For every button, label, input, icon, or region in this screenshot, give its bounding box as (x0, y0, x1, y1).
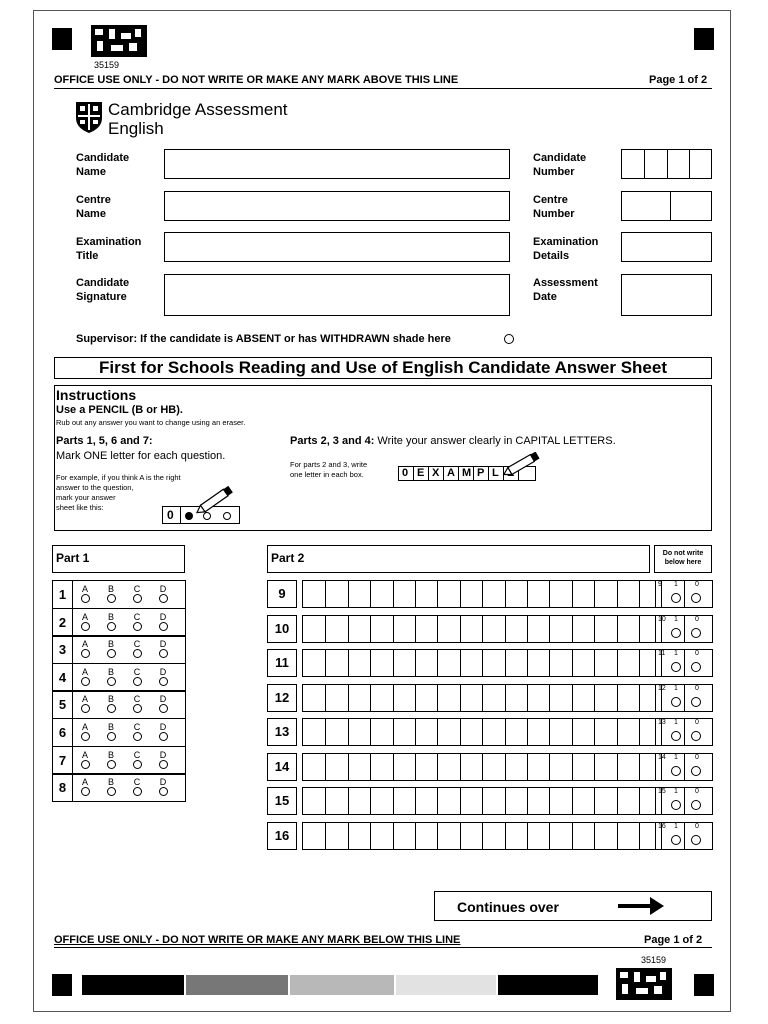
letter-box-divider (527, 754, 528, 780)
timing-bar (82, 975, 608, 995)
letter-box-divider (594, 581, 595, 607)
letter-box-divider (549, 581, 550, 607)
instructions-pencil: Use a PENCIL (B or HB). (56, 404, 183, 416)
examination-title-field[interactable] (164, 232, 510, 262)
letter-box-divider (617, 754, 618, 780)
letter-box-divider (482, 581, 483, 607)
continues-over-box (434, 891, 712, 921)
answer-bubble-d[interactable]: D (157, 640, 169, 658)
part2-question-number: 9 (267, 580, 297, 608)
letter-box-divider (505, 650, 506, 676)
part2-marking-box (655, 684, 713, 712)
assessment-date-field[interactable] (621, 274, 712, 316)
write-example-box: 0 E X A M P L (398, 466, 536, 481)
mark-bubble-1[interactable] (671, 593, 681, 603)
top-divider (54, 88, 712, 89)
answer-bubble-a[interactable]: A (79, 613, 91, 631)
part2-marking-box (655, 615, 713, 643)
absent-withdrawn-bubble[interactable] (504, 334, 514, 344)
letter-box-divider (460, 754, 461, 780)
answer-bubble-d[interactable]: D (157, 778, 169, 796)
letter-box-divider (505, 719, 506, 745)
answer-bubble-a[interactable]: A (79, 668, 91, 686)
field-label-centre-number: Centre Number (533, 194, 575, 220)
answer-bubble-c[interactable]: C (131, 585, 143, 603)
part1-question-row (52, 635, 186, 664)
letter-box-divider (482, 650, 483, 676)
part2-grid (267, 580, 713, 855)
part2-question-number: 14 (267, 753, 297, 781)
letter-box-divider (325, 823, 326, 849)
part2-marking-box (655, 649, 713, 677)
letter-box-divider (505, 581, 506, 607)
letter-box-divider (594, 685, 595, 711)
letter-box-divider (617, 685, 618, 711)
letter-box-divider (437, 719, 438, 745)
letter-box-divider (370, 685, 371, 711)
letter-box-divider (482, 754, 483, 780)
letter-box-divider (594, 788, 595, 814)
letter-box-divider (572, 685, 573, 711)
mark-label-0: 0 (695, 822, 699, 830)
field-label-examination-details: Examination Details (533, 236, 599, 262)
registration-mark-top-right (694, 28, 714, 50)
part2-answer-boxes[interactable] (302, 822, 685, 850)
letter-box-divider (325, 685, 326, 711)
instructions-mc-text: Mark ONE letter for each question. (56, 450, 226, 462)
barcode-bottom (616, 968, 672, 1000)
letter-box-divider (572, 650, 573, 676)
letter-box-divider (393, 581, 394, 607)
letter-box-divider (572, 616, 573, 642)
letter-box-divider (460, 616, 461, 642)
question-number: 8 (53, 774, 73, 801)
answer-bubble-d[interactable]: D (157, 723, 169, 741)
letter-box-divider (415, 650, 416, 676)
letter-box-divider (572, 754, 573, 780)
mark-label-1: 1 (674, 788, 678, 795)
office-use-bottom: OFFICE USE ONLY - DO NOT WRITE OR MAKE ANY MARK BELOW THIS LINE (54, 934, 461, 946)
letter-box-divider (572, 823, 573, 849)
letter-box-divider (437, 823, 438, 849)
letter-box-divider (617, 616, 618, 642)
instructions-eraser: Rub out any answer you want to change using an eraser. (56, 418, 246, 427)
letter-box-divider (348, 823, 349, 849)
answer-bubble-c[interactable]: C (131, 668, 143, 686)
letter-box-divider (348, 616, 349, 642)
candidate-number-field[interactable] (621, 149, 712, 179)
marking-question-number: 14 (658, 753, 666, 761)
answer-bubble-a[interactable]: A (79, 640, 91, 658)
letter-box-divider (370, 650, 371, 676)
mark-bubble-0[interactable] (691, 766, 701, 776)
mark-bubble-0[interactable] (691, 628, 701, 638)
letter-box-divider (325, 616, 326, 642)
answer-bubble-c[interactable]: C (131, 723, 143, 741)
letter-box-divider (594, 650, 595, 676)
answer-bubble-a[interactable]: A (79, 723, 91, 741)
letter-box-divider (549, 616, 550, 642)
letter-box-divider (482, 788, 483, 814)
part1-question-row (52, 663, 186, 692)
answer-bubble-c[interactable]: C (131, 695, 143, 713)
field-label-candidate-number: Candidate Number (533, 152, 587, 178)
centre-name-field[interactable] (164, 191, 510, 221)
letter-box-divider (639, 788, 640, 814)
question-number: 5 (53, 691, 73, 718)
answer-bubble-d[interactable]: D (157, 695, 169, 713)
mark-label-1: 1 (674, 719, 678, 726)
letter-box-divider (370, 788, 371, 814)
mark-label-1: 1 (674, 650, 678, 657)
letter-box-divider (348, 650, 349, 676)
mark-bubble-1[interactable] (671, 662, 681, 672)
letter-box-divider (348, 685, 349, 711)
letter-box-divider (617, 788, 618, 814)
letter-box-divider (527, 685, 528, 711)
question-number: 7 (53, 747, 73, 774)
letter-box-divider (505, 616, 506, 642)
page-number-bottom: Page 1 of 2 (644, 934, 703, 946)
letter-box-divider (460, 650, 461, 676)
letter-box-divider (505, 823, 506, 849)
part2-marking-box (655, 787, 713, 815)
marking-question-number: 13 (658, 719, 666, 726)
letter-box-divider (460, 719, 461, 745)
mark-label-1: 1 (674, 615, 678, 623)
answer-bubble-b[interactable]: B (105, 723, 117, 741)
letter-box-divider (393, 650, 394, 676)
letter-box-divider (393, 754, 394, 780)
letter-box-divider (549, 685, 550, 711)
answer-bubble-a[interactable]: A (79, 585, 91, 603)
marking-question-number: 12 (658, 684, 666, 692)
answer-bubble-c[interactable]: C (131, 613, 143, 631)
letter-box-divider (482, 616, 483, 642)
letter-box-divider (527, 616, 528, 642)
barcode-top (91, 25, 147, 57)
part2-question-number: 13 (267, 718, 297, 746)
letter-box-divider (415, 788, 416, 814)
letter-box-divider (527, 823, 528, 849)
letter-box-divider (527, 788, 528, 814)
letter-box-divider (572, 788, 573, 814)
letter-box-divider (415, 719, 416, 745)
letter-box-divider (639, 754, 640, 780)
letter-box-divider (639, 650, 640, 676)
part1-question-row (52, 773, 186, 802)
letter-box-divider (505, 788, 506, 814)
letter-box-divider (437, 788, 438, 814)
letter-box-divider (594, 616, 595, 642)
letter-box-divider (325, 581, 326, 607)
mark-label-1: 1 (674, 753, 678, 761)
candidate-signature-field[interactable] (164, 274, 510, 316)
field-label-candidate-name: Candidate Name (76, 152, 130, 178)
part1-question-row (52, 690, 186, 719)
mark-bubble-0[interactable] (691, 593, 701, 603)
letter-box-divider (639, 823, 640, 849)
mark-label-0: 0 (695, 788, 699, 795)
field-label-assessment-date: Assessment Date (533, 277, 598, 303)
logo-line2: English (108, 119, 164, 138)
part1-grid (52, 580, 186, 801)
letter-box-divider (549, 788, 550, 814)
instructions-heading: Instructions (56, 387, 137, 403)
letter-box-divider (482, 719, 483, 745)
letter-box-divider (549, 823, 550, 849)
supervisor-note: Supervisor: If the candidate is ABSENT or has WITHDRAWN shade here (76, 333, 451, 345)
part2-answer-boxes[interactable] (302, 615, 685, 643)
mark-label-0: 0 (695, 650, 699, 657)
letter-box-divider (370, 823, 371, 849)
mark-bubble-1[interactable] (671, 766, 681, 776)
letter-box-divider (415, 823, 416, 849)
part1-question-row (52, 608, 186, 637)
form-code-top: 35159 (94, 60, 120, 70)
letter-box-divider (325, 719, 326, 745)
part1-question-row (52, 718, 186, 747)
crest-icon (74, 100, 104, 134)
answer-bubble-c[interactable]: C (131, 640, 143, 658)
letter-box-divider (348, 581, 349, 607)
marking-question-number: 16 (658, 822, 666, 830)
mark-bubble-1[interactable] (671, 628, 681, 638)
mc-example-number: 0 (167, 508, 174, 522)
letter-box-divider (415, 616, 416, 642)
letter-box-divider (415, 754, 416, 780)
mark-bubble-0[interactable] (691, 731, 701, 741)
letter-box-divider (415, 685, 416, 711)
letter-box-divider (617, 823, 618, 849)
answer-bubble-b[interactable]: B (105, 585, 117, 603)
mark-label-0: 0 (695, 581, 699, 588)
do-not-write-box: Do not write below here (654, 545, 712, 573)
letter-box-divider (527, 719, 528, 745)
answer-bubble-a[interactable]: A (79, 751, 91, 769)
letter-box-divider (370, 719, 371, 745)
part2-answer-boxes[interactable] (302, 787, 685, 815)
registration-mark-bottom-right (694, 974, 714, 996)
question-number: 3 (53, 636, 73, 663)
part2-question-number: 11 (267, 649, 297, 677)
letter-box-divider (572, 719, 573, 745)
letter-box-divider (482, 823, 483, 849)
letter-box-divider (415, 581, 416, 607)
mark-label-1: 1 (674, 822, 678, 830)
letter-box-divider (460, 685, 461, 711)
letter-box-divider (505, 754, 506, 780)
letter-box-divider (348, 754, 349, 780)
letter-box-divider (617, 650, 618, 676)
mark-label-0: 0 (695, 719, 699, 726)
letter-box-divider (460, 581, 461, 607)
field-label-centre-name: Centre Name (76, 194, 111, 220)
letter-box-divider (549, 754, 550, 780)
answer-bubble-c[interactable]: C (131, 778, 143, 796)
letter-box-divider (370, 616, 371, 642)
mark-bubble-1[interactable] (671, 697, 681, 707)
part2-marking-box (655, 580, 713, 608)
part2-question-number: 16 (267, 822, 297, 850)
letter-box-divider (437, 754, 438, 780)
letter-box-divider (437, 616, 438, 642)
part2-marking-box (655, 718, 713, 746)
instructions-mc-example: For example, if you think A is the right answer to the question, mark your answer sheet like this: (56, 473, 181, 512)
instructions-write: Parts 2, 3 and 4: Write your answer clearly in CAPITAL LETTERS. (290, 435, 616, 447)
registration-mark-bottom-left (52, 974, 72, 996)
letter-box-divider (325, 754, 326, 780)
letter-box-divider (460, 823, 461, 849)
letter-box-divider (549, 719, 550, 745)
part2-heading: Part 2 (267, 545, 650, 573)
mark-bubble-0[interactable] (691, 662, 701, 672)
question-number: 2 (53, 609, 73, 636)
answer-bubble-d[interactable]: D (157, 751, 169, 769)
mark-bubble-1[interactable] (671, 731, 681, 741)
letter-box-divider (393, 616, 394, 642)
marking-question-number: 9 (658, 581, 662, 588)
answer-bubble-a[interactable]: A (79, 778, 91, 796)
letter-box-divider (393, 823, 394, 849)
letter-box-divider (639, 616, 640, 642)
letter-box-divider (594, 754, 595, 780)
letter-box-divider (617, 581, 618, 607)
letter-box-divider (370, 581, 371, 607)
part2-marking-box (655, 753, 713, 781)
letter-box-divider (639, 719, 640, 745)
answer-bubble-d[interactable]: D (157, 585, 169, 603)
letter-box-divider (572, 581, 573, 607)
mark-bubble-1[interactable] (671, 835, 681, 845)
answer-bubble-b[interactable]: B (105, 613, 117, 631)
part2-answer-boxes[interactable] (302, 684, 685, 712)
question-number: 6 (53, 719, 73, 746)
letter-box-divider (325, 650, 326, 676)
mark-bubble-0[interactable] (691, 800, 701, 810)
registration-mark-top-left (52, 28, 72, 50)
part1-question-row (52, 580, 186, 609)
part2-answer-boxes[interactable] (302, 580, 685, 608)
bottom-divider (54, 947, 712, 948)
instructions-write-example: For parts 2 and 3, write one letter in each box. (290, 460, 368, 479)
letter-box-divider (460, 788, 461, 814)
letter-box-divider (527, 650, 528, 676)
marking-question-number: 11 (658, 650, 666, 657)
mark-bubble-1[interactable] (671, 800, 681, 810)
letter-box-divider (370, 754, 371, 780)
form-code-bottom: 35159 (641, 955, 667, 965)
answer-bubble-c[interactable]: C (131, 751, 143, 769)
answer-bubble-b[interactable]: B (105, 668, 117, 686)
part2-question-number: 10 (267, 615, 297, 643)
part1-question-row (52, 746, 186, 775)
part2-question-number: 12 (267, 684, 297, 712)
question-number: 4 (53, 664, 73, 691)
letter-box-divider (617, 719, 618, 745)
marking-question-number: 15 (658, 788, 666, 795)
page-number-top: Page 1 of 2 (649, 74, 708, 86)
mark-label-0: 0 (695, 753, 699, 761)
mark-bubble-0[interactable] (691, 835, 701, 845)
letter-box-divider (393, 788, 394, 814)
mark-label-0: 0 (695, 615, 699, 623)
answer-bubble-d[interactable]: D (157, 613, 169, 631)
answer-bubble-b[interactable]: B (105, 695, 117, 713)
letter-box-divider (437, 581, 438, 607)
letter-box-divider (639, 685, 640, 711)
candidate-name-field[interactable] (164, 149, 510, 179)
answer-bubble-b[interactable]: B (105, 751, 117, 769)
field-label-candidate-signature: Candidate Signature (76, 277, 130, 303)
centre-number-field[interactable] (621, 191, 712, 221)
field-label-examination-title: Examination Title (76, 236, 142, 262)
part2-answer-boxes[interactable] (302, 718, 685, 746)
letter-box-divider (594, 823, 595, 849)
mark-label-1: 1 (674, 581, 678, 588)
part2-answer-boxes[interactable] (302, 753, 685, 781)
mark-label-1: 1 (674, 684, 678, 692)
marking-question-number: 10 (658, 615, 666, 623)
answer-bubble-b[interactable]: B (105, 640, 117, 658)
letter-box-divider (437, 650, 438, 676)
letter-box-divider (393, 719, 394, 745)
part1-heading: Part 1 (52, 545, 185, 573)
part2-question-number: 15 (267, 787, 297, 815)
letter-box-divider (482, 685, 483, 711)
letter-box-divider (594, 719, 595, 745)
letter-box-divider (348, 719, 349, 745)
letter-box-divider (348, 788, 349, 814)
letter-box-divider (325, 788, 326, 814)
pencil-icon-2 (500, 452, 544, 476)
mark-label-0: 0 (695, 684, 699, 692)
arrow-right-icon (618, 896, 666, 916)
letter-box-divider (549, 650, 550, 676)
letter-box-divider (505, 685, 506, 711)
part2-answer-boxes[interactable] (302, 649, 685, 677)
letter-box-divider (437, 685, 438, 711)
examination-details-field[interactable] (621, 232, 712, 262)
letter-box-divider (639, 581, 640, 607)
answer-bubble-b[interactable]: B (105, 778, 117, 796)
letter-box-divider (393, 685, 394, 711)
mark-bubble-0[interactable] (691, 697, 701, 707)
answer-bubble-a[interactable]: A (79, 695, 91, 713)
part2-marking-box (655, 822, 713, 850)
question-number: 1 (53, 581, 73, 608)
instructions-mc-head: Parts 1, 5, 6 and 7: (56, 435, 153, 447)
answer-bubble-d[interactable]: D (157, 668, 169, 686)
letter-box-divider (527, 581, 528, 607)
sheet-title: First for Schools Reading and Use of English Candidate Answer Sheet (54, 357, 712, 379)
pencil-icon (192, 486, 238, 514)
continues-over-text: Continues over (457, 899, 559, 915)
office-use-top: OFFICE USE ONLY - DO NOT WRITE OR MAKE ANY MARK ABOVE THIS LINE (54, 74, 459, 86)
logo-line1: Cambridge Assessment (108, 100, 288, 119)
